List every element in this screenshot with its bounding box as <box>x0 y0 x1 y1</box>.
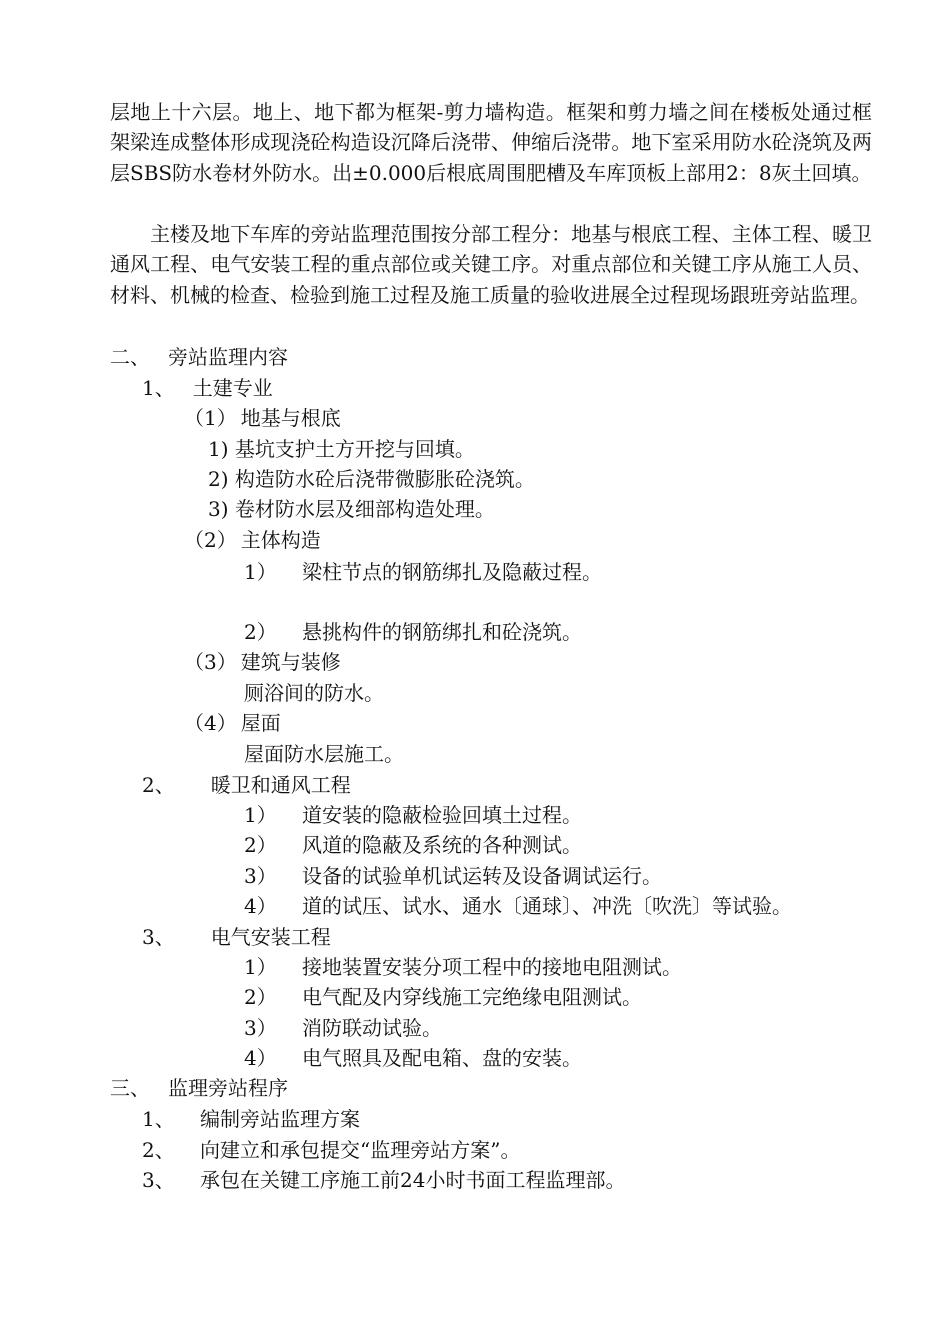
group-heading-roof <box>184 708 281 738</box>
list-item: 1) 基坑支护土方开挖与回填。 <box>208 437 475 461</box>
item-text: 电气配及内穿线施工完绝缘电阻测试。 <box>302 985 642 1009</box>
group-number: （3） <box>184 650 237 674</box>
group-text: 屋面防水层施工。 <box>244 742 404 766</box>
group-number: （1） <box>184 406 237 430</box>
item-number: 1） <box>244 803 277 827</box>
list-item <box>142 1104 360 1134</box>
item-text: 悬挑构件的钢筋绑扎和砼浇筑。 <box>302 620 582 644</box>
item-number: 1） <box>244 955 277 979</box>
item-number: 4） <box>244 1046 277 1070</box>
section-title: 监理旁站程序 <box>168 1076 288 1100</box>
item-text: 向建立和承包提交“监理旁站方案”。 <box>200 1138 521 1162</box>
subsection-heading-hvac <box>142 770 351 800</box>
item-text: 梁柱节点的钢筋绑扎及隐蔽过程。 <box>302 560 602 584</box>
section-heading-3 <box>110 1073 288 1103</box>
subsection-number: 3、 <box>142 925 175 949</box>
item-text: 消防联动试验。 <box>302 1016 442 1040</box>
list-item <box>244 1043 582 1073</box>
list-item: 3) 卷材防水层及细部构造处理。 <box>208 497 495 521</box>
item-text: 接地装置安装分项工程中的接地电阻测试。 <box>302 955 682 979</box>
group-title: 地基与根底 <box>240 406 341 430</box>
item-text: 编制旁站监理方案 <box>200 1107 360 1131</box>
list-item <box>244 800 582 830</box>
item-number: 1、 <box>142 1107 175 1131</box>
item-number: 4） <box>244 894 277 918</box>
item-number: 2） <box>244 833 277 857</box>
list-item <box>244 617 582 647</box>
group-number: （4） <box>184 711 237 735</box>
list-item <box>244 557 602 587</box>
section-number: 二、 <box>110 345 150 369</box>
group-heading-foundation <box>184 403 341 433</box>
section-heading-2 <box>110 342 288 372</box>
group-heading-architecture <box>184 647 341 677</box>
item-text: 承包在关键工序施工前24小时书面工程监理部。 <box>200 1168 626 1192</box>
subsection-title: 电气安装工程 <box>210 925 331 949</box>
group-text: 厕浴间的防水。 <box>244 681 384 705</box>
section-number: 三、 <box>110 1076 150 1100</box>
subsection-heading-electrical <box>142 922 331 952</box>
list-item <box>244 891 792 921</box>
section-title: 旁站监理内容 <box>168 345 288 369</box>
item-number: 3） <box>244 1016 277 1040</box>
group-heading-main-structure <box>184 525 321 555</box>
list-item <box>244 982 642 1012</box>
item-number: 3、 <box>142 1168 175 1192</box>
group-title: 屋面 <box>240 711 281 735</box>
group-title: 主体构造 <box>240 528 321 552</box>
item-text: 道的试压、试水、通水〔通球〕、冲洗〔吹洗〕等试验。 <box>302 894 792 918</box>
group-number: （2） <box>184 528 237 552</box>
subsection-number: 2、 <box>142 773 175 797</box>
paragraph-supervision-scope: 主楼及地下车库的旁站监理范围按分部工程分：地基与根底工程、主体工程、暖卫通风工程、电气安装工程的重点部位或关键工序。对重点部位和关键工序从施工人员、材料、机械的检查、检验到施工过程及施工质量的验收进展全过程现场跟班旁站监理。 <box>110 222 872 307</box>
list-item <box>244 830 582 860</box>
subsection-title: 土建专业 <box>192 376 273 400</box>
list-item <box>142 1165 625 1195</box>
paragraph-project-overview: 层地上十六层。地上、地下都为框架-剪力墙构造。框架和剪力墙之间在楼板处通过框架梁连成整体形成现浇砼构造设沉降后浇带、伸缩后浇带。地下室采用防水砼浇筑及两层SBS防水卷材外防水。出±0.000后根底周围肥槽及车库顶板上部用2：8灰土回填。 <box>110 100 872 185</box>
item-number: 1） <box>244 560 277 584</box>
item-text: 道安装的隐蔽检验回填土过程。 <box>302 803 582 827</box>
subsection-heading-civil <box>142 373 273 403</box>
item-text: 设备的试验单机试运转及设备调试运行。 <box>302 864 662 888</box>
subsection-title: 暖卫和通风工程 <box>210 773 351 797</box>
item-number: 2、 <box>142 1138 175 1162</box>
item-text: 电气照具及配电箱、盘的安装。 <box>302 1046 582 1070</box>
list-item <box>244 861 662 891</box>
list-item <box>244 952 682 982</box>
item-text: 风道的隐蔽及系统的各种测试。 <box>302 833 582 857</box>
list-item <box>142 1135 520 1165</box>
list-item: 2) 构造防水砼后浇带微膨胀砼浇筑。 <box>208 467 535 491</box>
group-title: 建筑与装修 <box>240 650 341 674</box>
item-number: 2） <box>244 985 277 1009</box>
subsection-number: 1、 <box>142 376 175 400</box>
list-item <box>244 1013 442 1043</box>
item-number: 2） <box>244 620 277 644</box>
item-number: 3） <box>244 864 277 888</box>
